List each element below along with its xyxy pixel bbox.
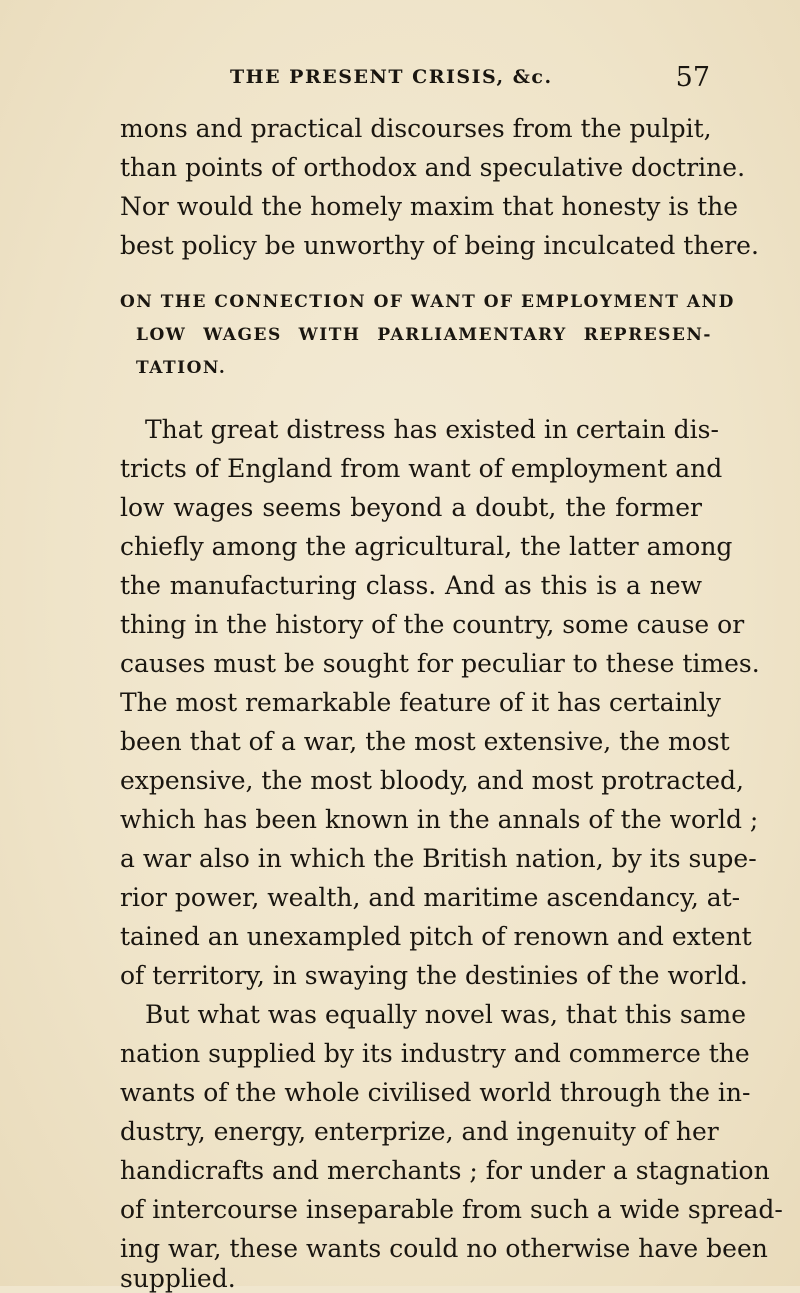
text-line: the manufacturing class. And as this is a new bbox=[120, 571, 702, 600]
text-line: than points of orthodox and speculative doctrine. bbox=[120, 153, 746, 182]
text-line: best policy be unworthy of being inculcated there. bbox=[120, 231, 759, 260]
text-line: of territory, in swaying the destinies of the world. bbox=[120, 961, 748, 990]
text-line: Nor would the homely maxim that honesty is the bbox=[120, 192, 739, 221]
text-line: The most remarkable feature of it has certainly bbox=[120, 688, 721, 717]
page-header bbox=[230, 62, 710, 96]
text-line: rior power, wealth, and maritime ascendancy, at- bbox=[120, 883, 741, 912]
section-heading-line: LOW WAGES WITH PARLIAMENTARY REPRESEN- bbox=[136, 325, 712, 345]
text-line: wants of the whole civilised world through the in- bbox=[120, 1078, 751, 1107]
text-line: mons and practical discourses from the pulpit, bbox=[120, 114, 712, 143]
text-line: low wages seems beyond a doubt, the former bbox=[120, 493, 702, 522]
text-line: tricts of England from want of employment and bbox=[120, 454, 723, 483]
section-heading-line: ON THE CONNECTION OF WANT OF EMPLOYMENT AND bbox=[120, 292, 735, 312]
text-line: a war also in which the British nation, by its supe- bbox=[120, 844, 757, 873]
text-line: thing in the history of the country, some cause or bbox=[120, 610, 745, 639]
text-line: But what was equally novel was, that this same bbox=[145, 1000, 747, 1029]
text-line: which has been known in the annals of the world ; bbox=[120, 805, 759, 834]
text-line: expensive, the most bloody, and most protracted, bbox=[120, 766, 744, 795]
text-line: handicrafts and merchants ; for under a stagnation bbox=[120, 1156, 770, 1185]
text-line: tained an unexampled pitch of renown and extent bbox=[120, 922, 752, 951]
text-line: causes must be sought for peculiar to these times. bbox=[120, 649, 760, 678]
text-line: nation supplied by its industry and commerce the bbox=[120, 1039, 750, 1068]
page-number: 57 bbox=[675, 62, 710, 93]
running-head: THE PRESENT CRISIS, &c. bbox=[230, 66, 553, 88]
text-line: chiefly among the agricultural, the latter among bbox=[120, 532, 733, 561]
section-heading-line: TATION. bbox=[136, 358, 227, 378]
text-line: supplied. bbox=[120, 1264, 236, 1293]
text-line: of intercourse inseparable from such a wide spread- bbox=[120, 1195, 783, 1224]
text-line: ing war, these wants could no otherwise have been bbox=[120, 1234, 768, 1263]
text-line: That great distress has existed in certain dis- bbox=[145, 415, 719, 444]
text-line: dustry, energy, enterprize, and ingenuity of her bbox=[120, 1117, 719, 1146]
text-line: been that of a war, the most extensive, the most bbox=[120, 727, 730, 756]
